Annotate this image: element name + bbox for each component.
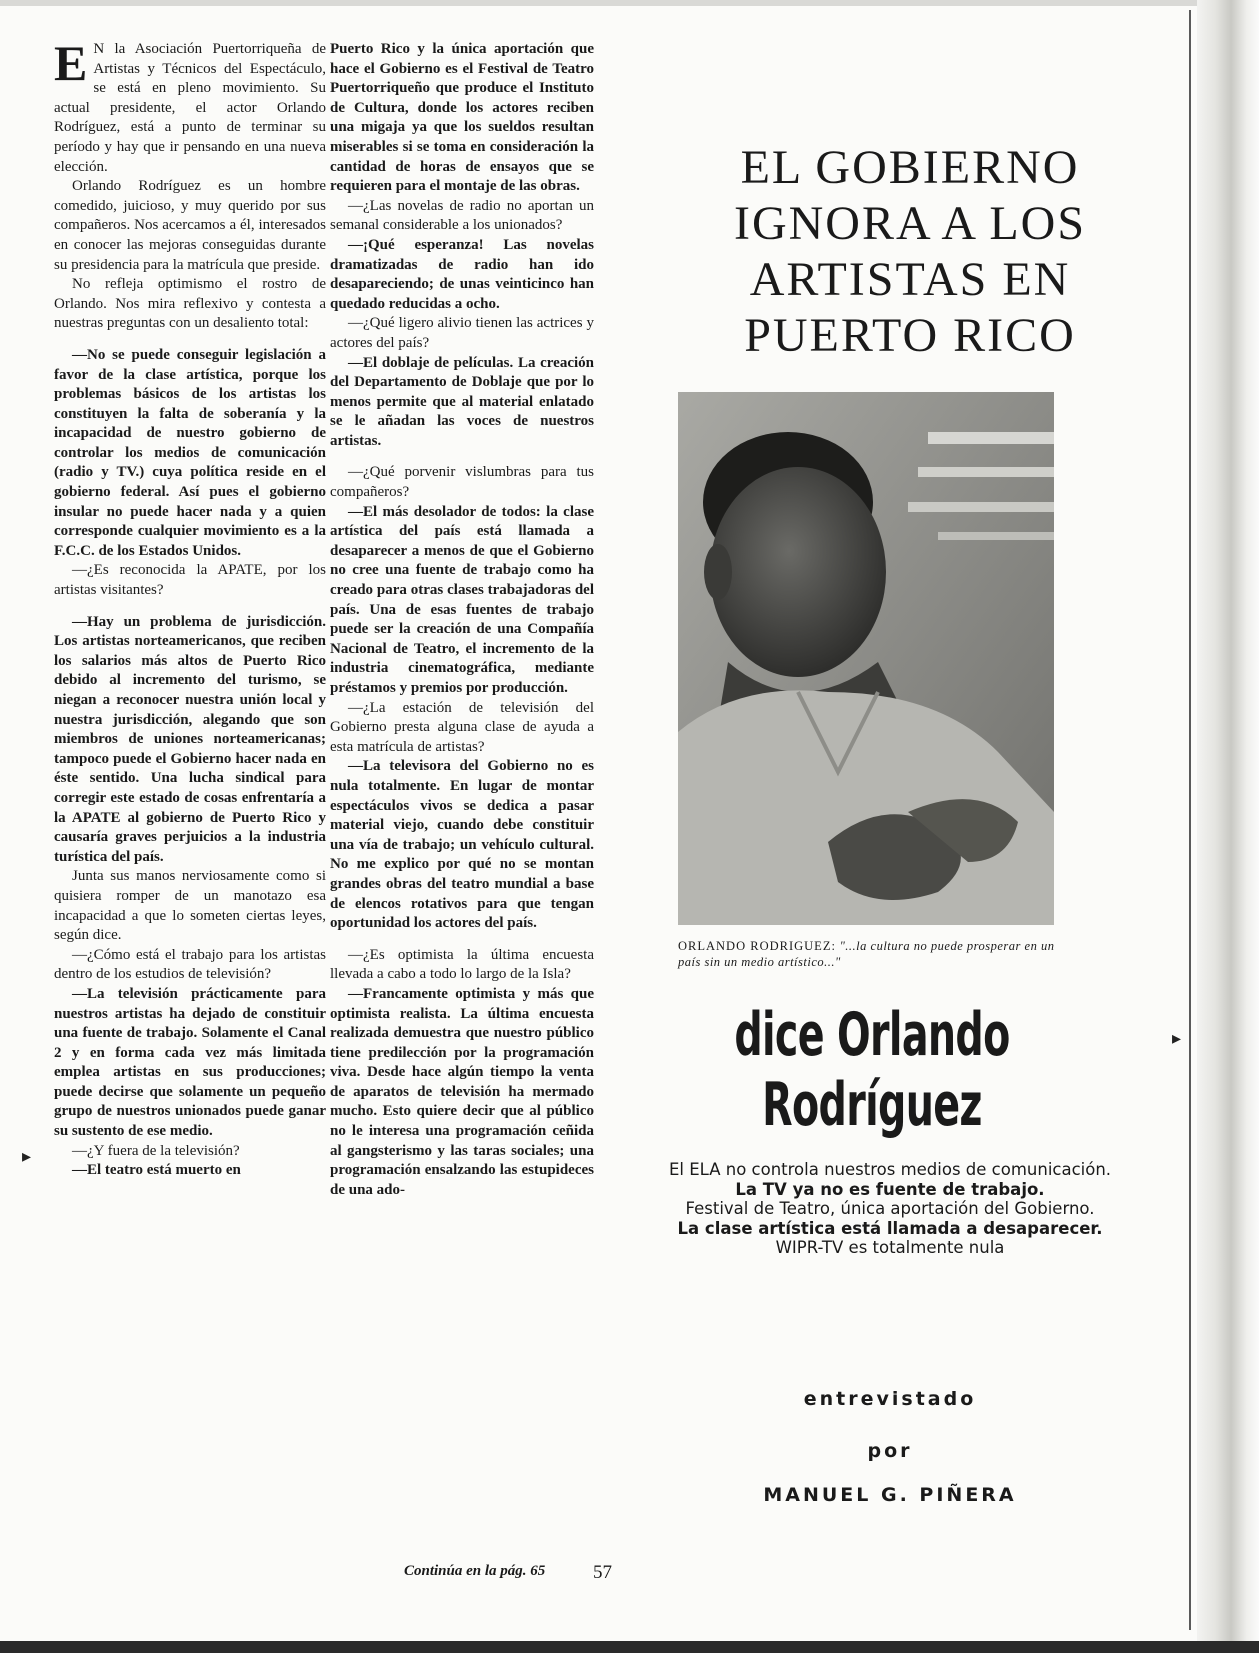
article-column-2	[330, 40, 594, 1200]
interview-answer: —¡Qué esperanza! Las novelas dramatizadas de radio han ido desapareciendo; de unas veinticinco han quedado reducidas a ocho.	[330, 236, 594, 312]
interview-answer: —El doblaje de películas. La creación del Departamento de Doblaje que por lo menos permite que al material enlatado se le añadan las voces de nuestros artistas.	[330, 354, 594, 449]
photo-caption	[678, 938, 1058, 970]
headline-line: PUERTO RICO	[744, 309, 1076, 362]
interview-question: —¿Qué porvenir vislumbras para tus compañeros?	[330, 464, 594, 501]
interview-answer: —Francamente optimista y más que optimista realista. La última encuesta realizada demuestra que nuestro público tiene predilección por la programación viva. Desde hace algún tiempo la venta de aparatos de televisión ha mermado mucho. Esto quiere decir que al público no le interesa una programación ceñida al gangsterismo y las taras sociales; una programación ensalzando las estupideces de una ado-	[330, 985, 594, 1198]
narrative-paragraph: No refleja optimismo el rostro de Orlando. Nos mira reflexivo y contesta a nuestras preguntas con un desaliento total:	[54, 276, 326, 332]
drop-cap: E	[54, 35, 88, 91]
summary-line: La TV ya no es fuente de trabajo.	[735, 1179, 1045, 1199]
interview-question: —¿La estación de televisión del Gobierno presta alguna clase de ayuda a esta matrícula de artistas?	[330, 699, 594, 755]
paragraph-gap	[330, 934, 594, 946]
page-number: 57	[593, 1562, 612, 1583]
interview-answer: —No se puede conseguir legislación a favor de la clase artística, porque los problemas básicos de los artistas los constituyen la falta de soberanía y la incapacidad de nuestro gobierno de controlar los medios de comunicación (radio y TV.) cuya política reside en el gobierno federal. Así pues el gobierno insular no puede hacer nada y a quien corresponde cualquier movimiento es a la F.C.C. de los Estados Unidos.	[54, 346, 326, 559]
paragraph-gap	[54, 601, 326, 613]
summary-line: WIPR-TV es totalmente nula	[775, 1238, 1005, 1257]
lead-text: N la Asociación Puertorriqueña de Artistas y Técnicos del Espectáculo, se está en pleno movimiento. Su actual presidente, el actor Orlando Rodríguez, está a punto de terminar su período y hay que ir pensando en una nueva elección.	[54, 41, 326, 175]
narrative-paragraph: Orlando Rodríguez es un hombre comedido, juicioso, y muy querido por sus compañeros. Nos acercamos a él, interesados en conocer las mejoras conseguidas durante su presidencia para la matrícula que preside.	[54, 178, 326, 273]
continued-answer: Puerto Rico y la única aportación que hace el Gobierno es el Festival de Teatro Puertorriqueño que produce el Instituto de Cultura, donde los actores reciben una migaja ya que los sueldos resultan miserables si se toma en consideración la cantidad de horas de ensayos que se requieren para el montaje de las obras.	[330, 41, 594, 195]
interview-question: —¿Las novelas de radio no aportan un semanal considerable a los unionados?	[330, 197, 594, 234]
interview-answer: —La televisora del Gobierno no es nula totalmente. En lugar de montar espectáculos vivos se dedica a pasar material viejo, cuando debe constituir una vía de trabajo; un vehículo cultural. No me explico por qué no se montan grandes obras del teatro mundial a base de elencos rotativos para que tengan oportunidad los actores del país.	[330, 758, 594, 932]
caption-quote: "...la cultura no puede prosperar en un país sin un medio artístico..."	[678, 939, 1055, 969]
interview-question: —¿Cómo está el trabajo para los artistas dentro de los estudios de televisión?	[54, 946, 326, 983]
caption-name: ORLANDO RODRIGUEZ:	[678, 939, 836, 953]
interview-answer: —La televisión prácticamente para nuestros artistas ha dejado de constituir una fuente de trabajo. Solamente el Canal 2 y en forma cada vez más limitada emplea artistas en sus producciones; puede decirse que solamente un pequeño grupo de nuestros unionados puede ganar su sustento de ese medio.	[54, 985, 326, 1140]
portrait-photo-drawing	[678, 392, 1054, 925]
byline-interviewed: entrevistado	[803, 1388, 977, 1410]
subheadline: dice Orlando Rodríguez	[734, 1000, 1010, 1140]
paragraph-gap	[330, 451, 594, 463]
headline-line: ARTISTAS EN	[749, 253, 1071, 306]
summary-line: La clase artística está llamada a desaparecer.	[677, 1218, 1103, 1238]
headline-line: IGNORA A LOS	[733, 197, 1087, 250]
article-column-1	[54, 35, 326, 1181]
continued-note: Continúa en la pág. 65	[404, 1563, 546, 1579]
interview-question: —¿Qué ligero alivio tienen las actrices y actores del país?	[330, 315, 594, 351]
lead-paragraph	[54, 35, 326, 177]
interview-answer: —El teatro está muerto en	[72, 1162, 241, 1179]
interview-question: —¿Es reconocida la APATE, por los artistas visitantes?	[54, 562, 326, 599]
margin-arrow-icon: ▸	[22, 1146, 32, 1166]
summary-line: El ELA no controla nuestros medios de comunicación.	[668, 1160, 1112, 1179]
portrait-photo	[678, 392, 1054, 925]
margin-arrow-icon: ▸	[1172, 1028, 1182, 1048]
narrative-paragraph: Junta sus manos nerviosamente como si quisiera romper de un manotazo esa incapacidad a que lo someten ciertas leyes, según dice.	[54, 868, 326, 944]
headline-line: EL GOBIERNO	[740, 141, 1080, 194]
headline	[600, 140, 1220, 364]
interview-question: —¿Es optimista la última encuesta llevada a cabo a todo lo largo de la Isla?	[330, 946, 594, 983]
interview-question: —¿Y fuera de la televisión?	[72, 1142, 240, 1159]
interview-answer: —El más desolador de todos: la clase artística del país está llamada a desaparecer a menos de que el Gobierno no cree una fuente de trabajo como ha creado para otras clases trabajadoras del país. Una de esas fuentes de trabajo puede ser la creación de una Compañía Nacional de Teatro, el incremento de la industria cinematográfica, mediante préstamos y premios por producción.	[330, 503, 594, 696]
summary-line: Festival de Teatro, única aportación del Gobierno.	[685, 1199, 1095, 1218]
page-top-edge	[0, 0, 1259, 6]
paragraph-gap	[54, 334, 326, 346]
interview-answer: —Hay un problema de jurisdicción. Los artistas norteamericanos, que reciben los salarios más altos de Puerto Rico debido al incremento del turismo, se niegan a reconocer nuestra unión local y nuestra jurisdicción, alegando que son miembros de uniones norteamericanas; tampoco puede el Gobierno hacer nada en éste sentido. Una lucha sindical para corregir este estado de cosas enfrentaría a la APATE al gobierno de Puerto Rico y causaría graves perjuicios a la industria turística del país.	[54, 613, 326, 865]
summary-box	[660, 1160, 1120, 1258]
byline-author: MANUEL G. PIÑERA	[763, 1484, 1017, 1506]
page-bottom-edge	[0, 1641, 1259, 1653]
byline-by: por	[867, 1440, 913, 1462]
